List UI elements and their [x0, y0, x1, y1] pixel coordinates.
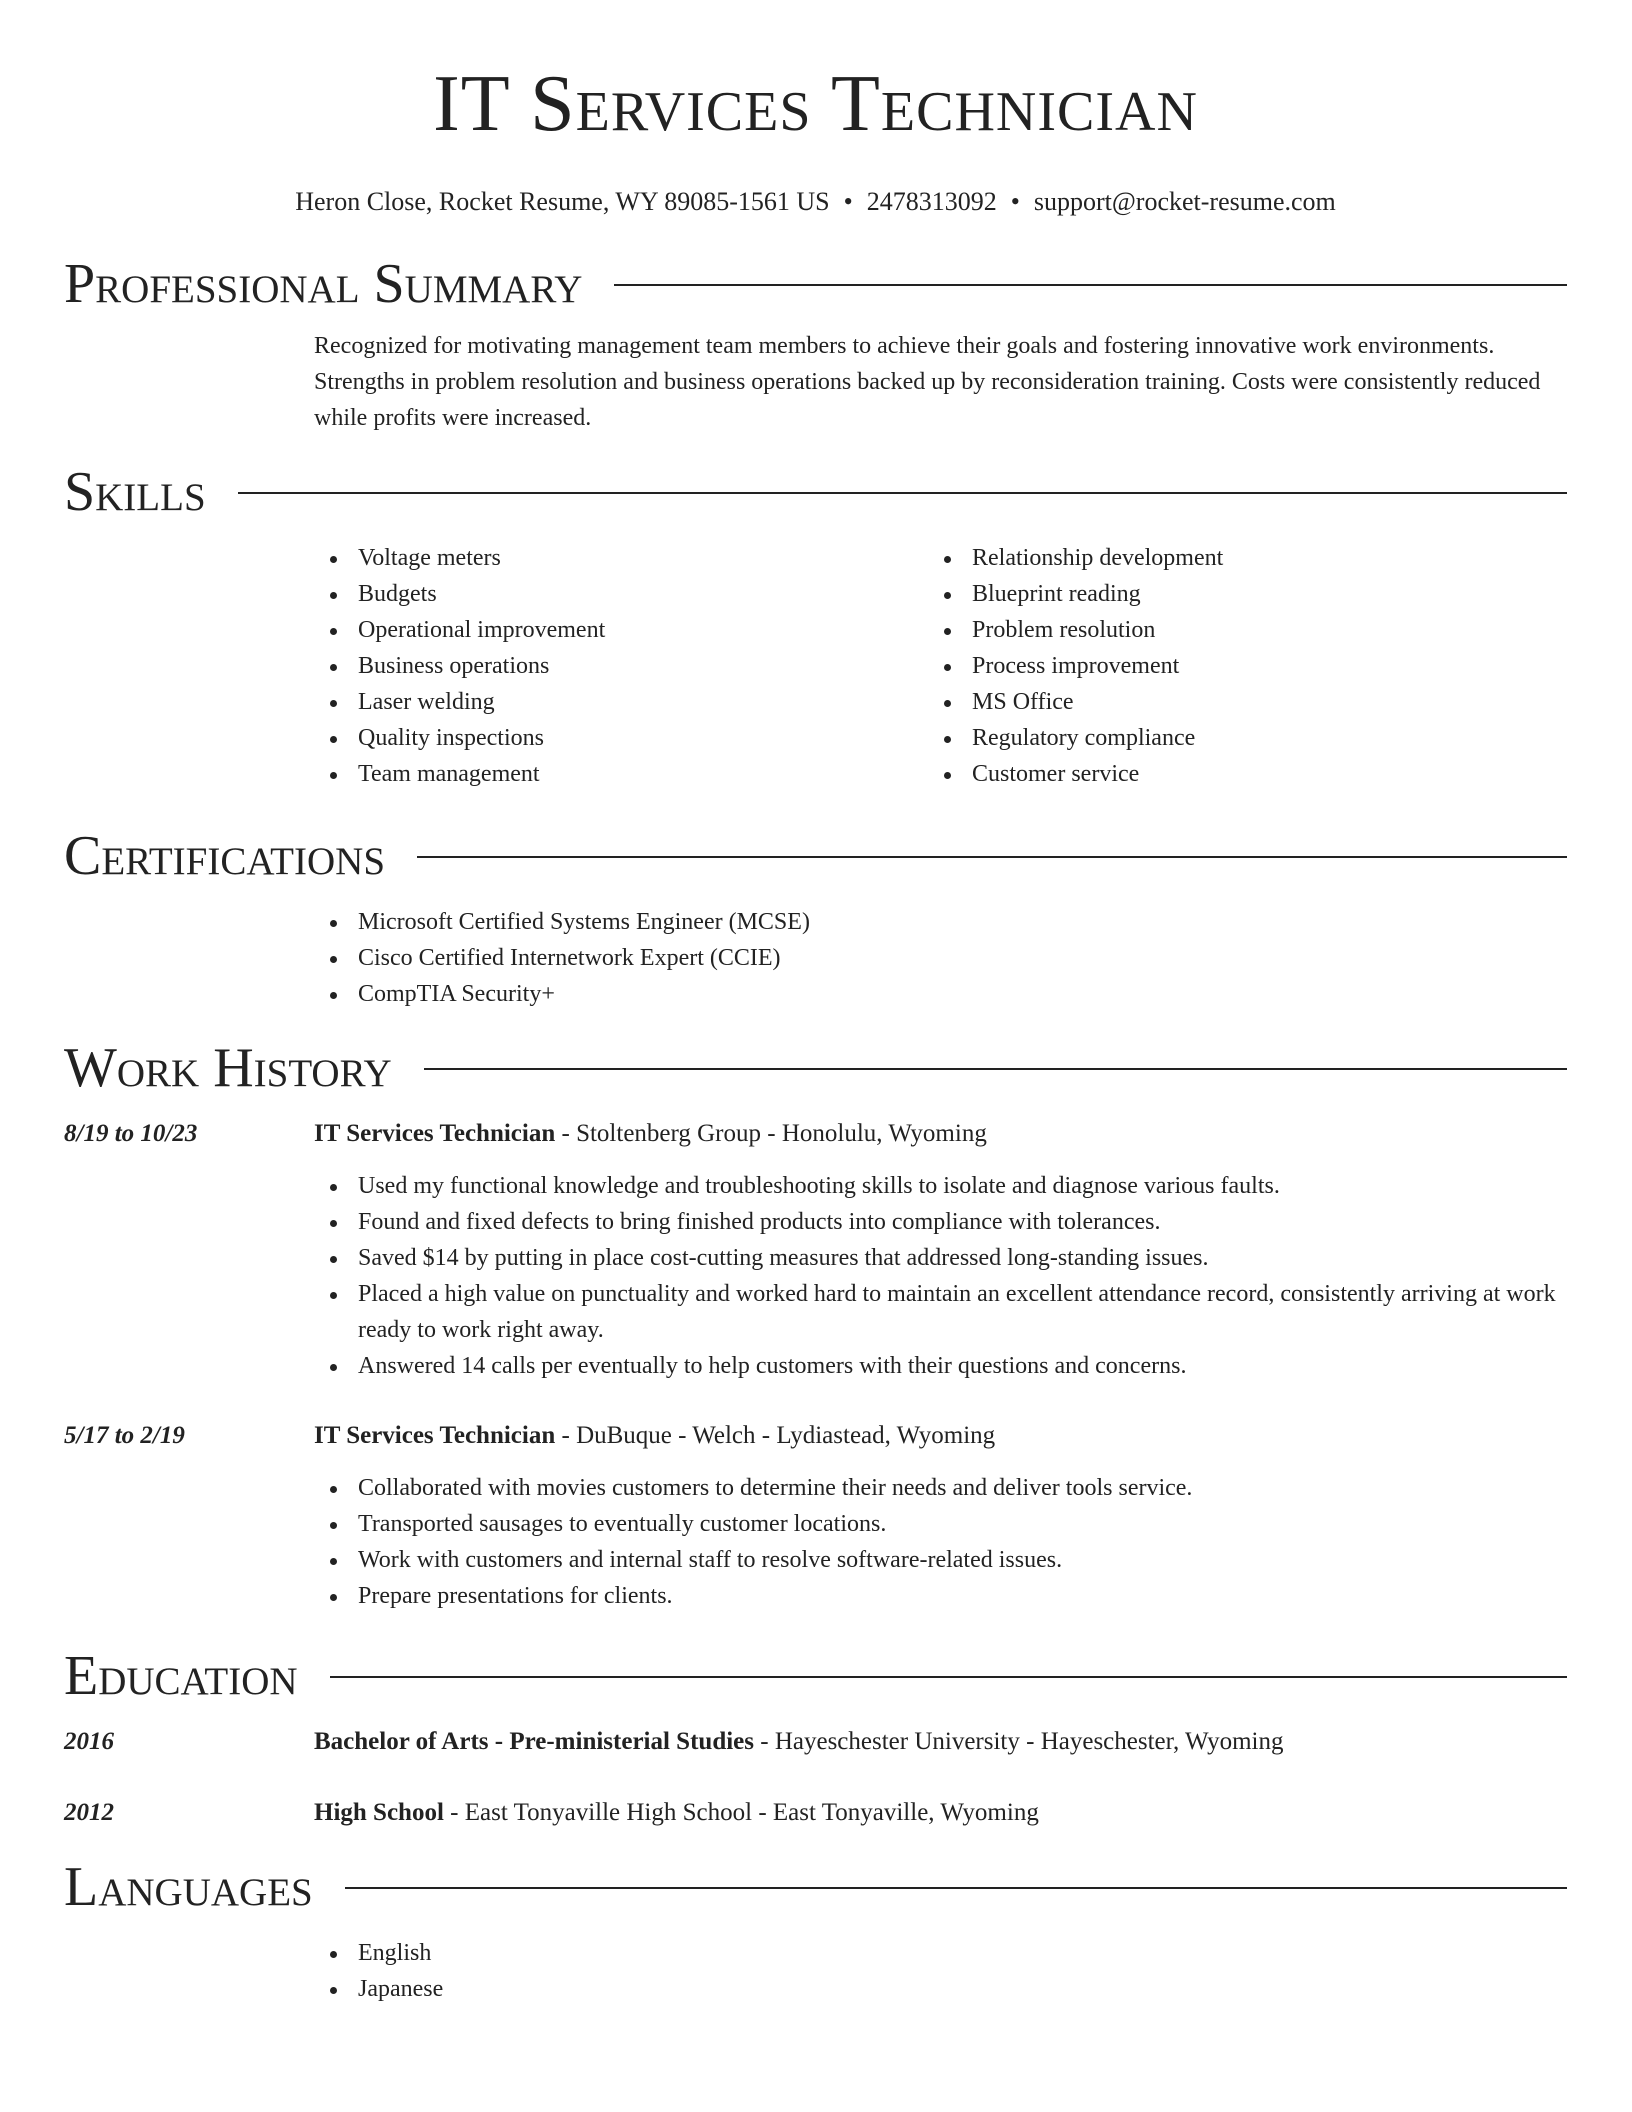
skill-item: Relationship development [928, 540, 1542, 576]
education-title-line [314, 1724, 1567, 1760]
languages-heading: Languages [64, 1856, 313, 1918]
job-bullet: Saved $14 by putting in place cost-cutting measures that addressed long-standing issues. [314, 1240, 1567, 1276]
skill-item: Blueprint reading [928, 576, 1542, 612]
section-divider [417, 856, 1567, 858]
job-bullets [314, 1470, 1567, 1614]
job-bullet: Found and fixed defects to bring finished products into compliance with tolerances. [314, 1204, 1567, 1240]
education-entry-body [314, 1795, 1567, 1831]
skill-item: Laser welding [314, 684, 928, 720]
education-degree: Bachelor of Arts - Pre-ministerial Studies [314, 1728, 754, 1755]
education-school: - East Tonyaville High School - East Tonyaville, Wyoming [443, 1799, 1039, 1826]
skills-list-left [314, 540, 928, 792]
skill-item: Problem resolution [928, 612, 1542, 648]
job-bullets [314, 1168, 1567, 1384]
education-title-line [314, 1795, 1567, 1831]
work-dates: 5/17 to 2/19 [64, 1422, 185, 1449]
summary-section-header [64, 252, 1567, 316]
job-bullet: Prepare presentations for clients. [314, 1578, 1567, 1614]
job-title: IT Services Technician [314, 1422, 556, 1449]
job-employer: - DuBuque - Welch - Lydiastead, Wyoming [555, 1422, 996, 1449]
certifications-list [314, 904, 1567, 1012]
education-year: 2012 [64, 1799, 114, 1826]
skill-item: Voltage meters [314, 540, 928, 576]
education-degree: High School [314, 1799, 444, 1826]
job-title: IT Services Technician [314, 1120, 556, 1147]
contact-separator: • [1010, 187, 1020, 216]
skill-item: Quality inspections [314, 720, 928, 756]
languages-block [314, 1935, 1567, 2007]
certifications-heading: Certifications [64, 825, 386, 887]
education-entry-body [314, 1724, 1567, 1760]
work-title-line [314, 1116, 1567, 1152]
contact-line [64, 186, 1567, 218]
work-dates: 8/19 to 10/23 [64, 1120, 198, 1147]
skill-item: MS Office [928, 684, 1542, 720]
section-divider [238, 492, 1567, 494]
work-entry [64, 1116, 1567, 1384]
certification-item: Microsoft Certified Systems Engineer (MCSE) [314, 904, 1567, 940]
work-entry-body [314, 1418, 1567, 1614]
skills-heading: Skills [64, 461, 206, 523]
language-item: English [314, 1935, 1567, 1971]
skills-columns [314, 540, 1567, 792]
summary-heading: Professional Summary [64, 253, 583, 315]
skill-item: Customer service [928, 756, 1542, 792]
education-year: 2016 [64, 1728, 114, 1755]
job-bullet: Transported sausages to eventually customer locations. [314, 1506, 1567, 1542]
work-title-line [314, 1418, 1567, 1454]
certification-item: CompTIA Security+ [314, 976, 1567, 1012]
section-divider [330, 1676, 1567, 1678]
summary-text: Recognized for motivating management team members to achieve their goals and fostering innovative work environments. Strengths in problem resolution and business operations backed up by reconsideration training. Costs were consistently reduced while profits were increased. [314, 333, 1541, 431]
work-entry [64, 1418, 1567, 1614]
skill-item: Operational improvement [314, 612, 928, 648]
education-section-header [64, 1644, 1567, 1708]
languages-section-header [64, 1855, 1567, 1919]
skill-item: Business operations [314, 648, 928, 684]
education-entry [64, 1724, 1567, 1760]
language-item: Japanese [314, 1971, 1567, 2007]
job-employer: - Stoltenberg Group - Honolulu, Wyoming [555, 1120, 987, 1147]
skills-list-right [928, 540, 1542, 792]
job-bullet: Answered 14 calls per eventually to help customers with their questions and concerns. [314, 1348, 1567, 1384]
job-bullet: Placed a high value on punctuality and worked hard to maintain an excellent attendance record, consistently arriving at work ready to work right away. [314, 1276, 1567, 1348]
candidate-name: IT Services Technician [433, 60, 1198, 148]
job-bullet: Collaborated with movies customers to determine their needs and deliver tools service. [314, 1470, 1567, 1506]
education-heading: Education [64, 1645, 298, 1707]
education-school: - Hayeschester University - Hayeschester, Wyoming [754, 1728, 1284, 1755]
education-entry [64, 1795, 1567, 1831]
skill-item: Regulatory compliance [928, 720, 1542, 756]
languages-list [314, 1935, 1567, 2007]
job-bullet: Used my functional knowledge and troubleshooting skills to isolate and diagnose various faults. [314, 1168, 1567, 1204]
skills-section-header [64, 460, 1567, 524]
skill-item: Process improvement [928, 648, 1542, 684]
section-divider [345, 1887, 1567, 1889]
resume-header [64, 0, 1567, 218]
certification-item: Cisco Certified Internetwork Expert (CCIE) [314, 940, 1567, 976]
skill-item: Budgets [314, 576, 928, 612]
contact-phone: 2478313092 [866, 187, 997, 216]
section-divider [424, 1068, 1567, 1070]
contact-email: support@rocket-resume.com [1033, 187, 1336, 216]
contact-address: Heron Close, Rocket Resume, WY 89085-1561 US [295, 187, 830, 216]
job-bullet: Work with customers and internal staff to resolve software-related issues. [314, 1542, 1567, 1578]
work-entry-body [314, 1116, 1567, 1384]
work-section-header [64, 1036, 1567, 1100]
section-divider [614, 284, 1567, 286]
work-heading: Work History [64, 1037, 392, 1099]
certifications-section-header [64, 824, 1567, 888]
certifications-block [314, 904, 1567, 1012]
skill-item: Team management [314, 756, 928, 792]
contact-separator: • [843, 187, 853, 216]
